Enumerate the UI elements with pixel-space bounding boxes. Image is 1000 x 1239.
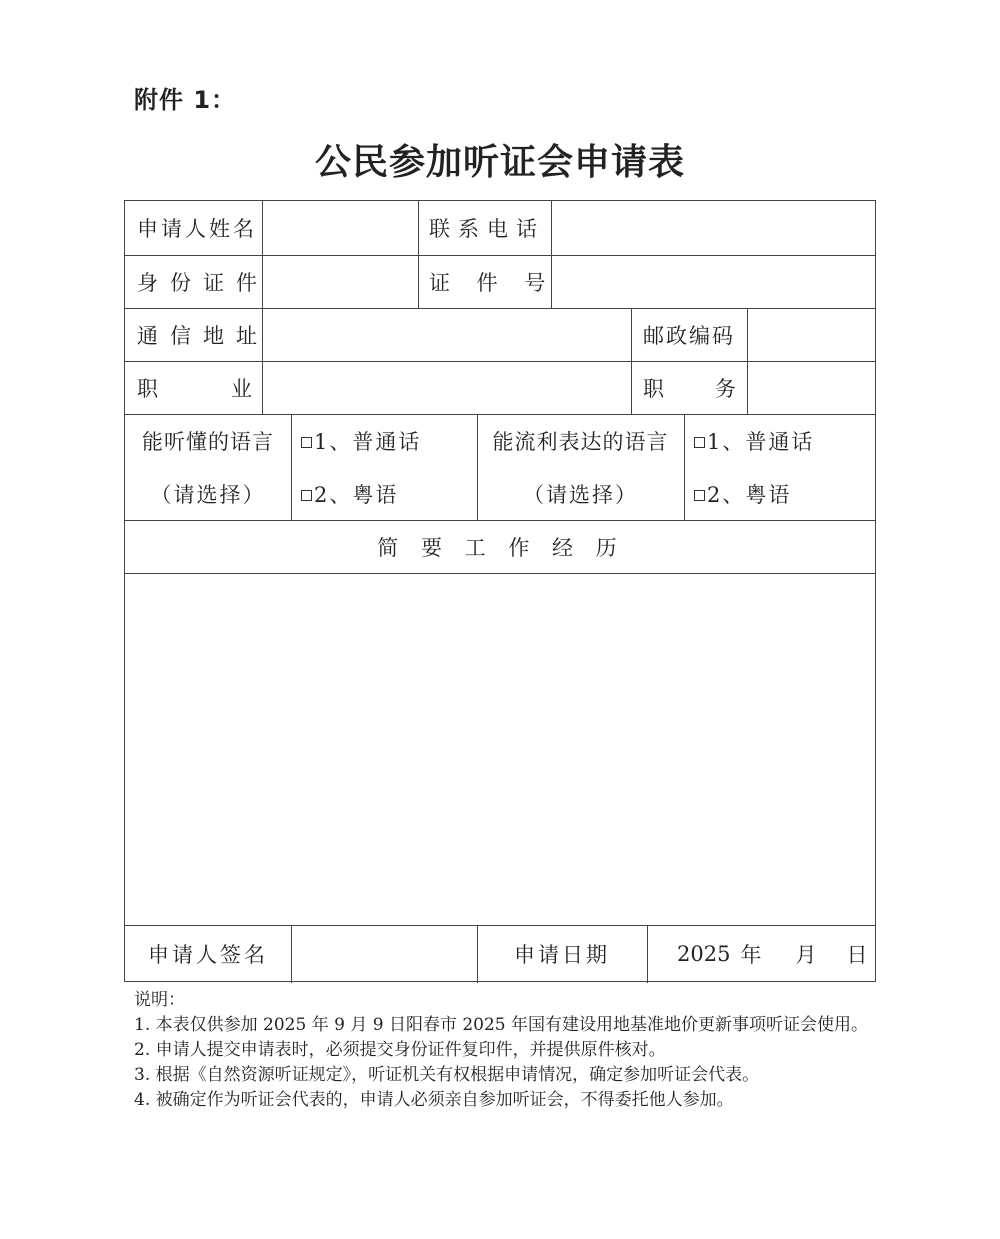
col-divider — [647, 925, 648, 983]
col-divider — [291, 414, 292, 520]
id-number-label: 证 件 号 — [429, 270, 556, 295]
attachment-label: 附件 1： — [134, 86, 237, 114]
option-label: 1、普通话 — [707, 429, 815, 454]
understood-language-label: 能听懂的语言 — [142, 429, 274, 454]
spoken-language-hint: （请选择） — [523, 482, 638, 507]
checkbox-icon[interactable] — [694, 490, 705, 501]
position-label — [643, 361, 736, 414]
checkbox-icon[interactable] — [301, 437, 312, 448]
occupation-label-char: 职 — [137, 376, 158, 401]
date-year: 2025 — [677, 942, 731, 966]
address-field[interactable] — [263, 309, 631, 361]
note-item: 3. 根据《自然资源听证规定》，听证机关有权根据申请情况，确定参加听证会代表。 — [134, 1065, 760, 1085]
date-month-unit: 月 — [795, 943, 817, 967]
position-field[interactable] — [748, 362, 876, 414]
col-divider — [418, 201, 419, 308]
col-divider — [631, 308, 632, 414]
postal-code-label: 邮政编码 — [643, 323, 735, 348]
address-label: 通信地址 — [137, 323, 269, 348]
id-document-field[interactable] — [263, 256, 418, 308]
applicant-name-field[interactable] — [263, 202, 418, 255]
spoken-language-label: 能流利表达的语言 — [492, 429, 669, 454]
id-number-field[interactable] — [552, 256, 876, 308]
postal-code-field[interactable] — [748, 309, 876, 361]
note-item: 2. 申请人提交申请表时，必须提交身份证件复印件，并提供原件核对。 — [134, 1040, 666, 1060]
signature-field[interactable] — [292, 926, 477, 983]
position-label-char: 职 — [643, 376, 664, 401]
spoken-option-cantonese[interactable] — [694, 467, 791, 520]
col-divider — [684, 414, 685, 520]
id-document-label: 身份证件 — [137, 270, 269, 295]
option-label: 2、粤语 — [314, 482, 399, 507]
occupation-label — [137, 361, 252, 414]
position-label-char: 务 — [715, 376, 736, 401]
applicant-name-label: 申请人姓名 — [137, 217, 257, 241]
signature-label: 申请人签名 — [148, 943, 268, 967]
option-label: 2、粤语 — [707, 482, 792, 507]
note-item: 1. 本表仅供参加 2025 年 9 月 9 日阳春市 2025 年国有建设用地基准地价更新事项听证会使用。 — [134, 1015, 869, 1035]
work-history-field[interactable] — [126, 574, 876, 925]
work-history-label: 简 要 工 作 经 历 — [377, 535, 625, 560]
phone-label: 联系电话 — [429, 217, 545, 241]
option-label: 1、普通话 — [314, 429, 422, 454]
phone-field[interactable] — [552, 202, 876, 255]
understood-option-mandarin[interactable] — [301, 414, 421, 467]
notes-heading: 说明： — [134, 990, 185, 1010]
understood-option-cantonese[interactable] — [301, 467, 398, 520]
spoken-option-mandarin[interactable] — [694, 414, 814, 467]
occupation-label-char: 业 — [231, 376, 252, 401]
understood-language-hint: （请选择） — [150, 482, 266, 507]
date-day-unit: 日 — [846, 943, 868, 967]
application-form — [124, 200, 876, 982]
notes — [134, 988, 874, 1113]
date-field[interactable] — [677, 925, 867, 983]
date-label: 申请日期 — [514, 943, 610, 967]
page-title: 公民参加听证会申请表 — [314, 141, 685, 183]
date-year-unit: 年 — [740, 943, 762, 967]
note-item: 4. 被确定作为听证会代表的，申请人必须亲自参加听证会，不得委托他人参加。 — [134, 1090, 734, 1110]
occupation-field[interactable] — [263, 362, 631, 414]
checkbox-icon[interactable] — [694, 437, 705, 448]
checkbox-icon[interactable] — [301, 490, 312, 501]
